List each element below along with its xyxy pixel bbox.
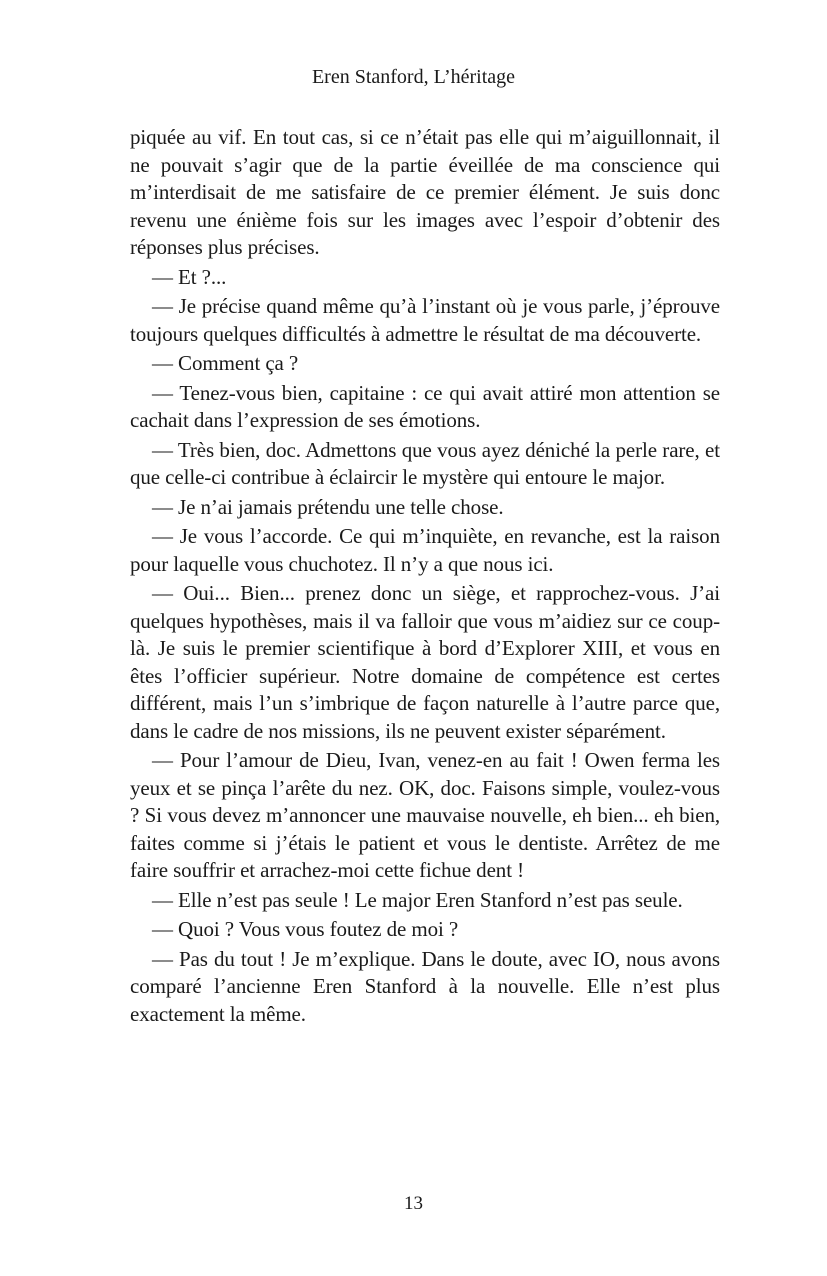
paragraph: — Comment ça ? — [152, 351, 299, 375]
paragraph: — Très bien, doc. Admettons que vous ayez déniché la perle rare, et que celle-ci contribue à éclaircir le mystère qui entoure le major. — [130, 437, 720, 489]
paragraph: — Oui... Bien... prenez donc un siège, et rapprochez-vous. J’ai quelques hypothèses, mais il va falloir que vous m’aidiez sur ce coup-là. Je suis le premier scientifique à bord d’Explorer XIII, et vous en êtes l’officier supérieur. Notre domaine de compétence est certes différent, mais l’un s’imbrique de façon naturelle à l’autre parce que, dans le cadre de nos missions, ils ne peuvent exister séparément. — [130, 581, 720, 743]
paragraph: — Pour l’amour de Dieu, Ivan, venez-en au fait ! Owen ferma les yeux et se pinça l’arête du nez. OK, doc. Faisons simple, voulez-vous ? Si vous devez m’annoncer une mauvaise nouvelle, eh bien... eh bien, faites comme si j’étais le patient et vous le dentiste. Arrêtez de me faire souffrir et arrachez-moi cette fichue dent ! — [130, 748, 720, 882]
paragraph: — Elle n’est pas seule ! Le major Eren Stanford n’est pas seule. — [152, 887, 683, 912]
running-header-title: Eren Stanford, L’héritage — [311, 66, 516, 88]
page-number: 13 — [404, 1193, 423, 1214]
paragraph: — Je n’ai jamais prétendu une telle chose. — [152, 494, 504, 519]
paragraph: — Tenez-vous bien, capitaine : ce qui avait attiré mon attention se cachait dans l’expression de ses émotions. — [130, 380, 720, 432]
paragraph: — Pas du tout ! Je m’explique. Dans le doute, avec IO, nous avons comparé l’ancienne Eren Stanford à la nouvelle. Elle n’est plus exactement la même. — [130, 946, 720, 1026]
paragraph: — Quoi ? Vous vous foutez de moi ? — [152, 917, 459, 941]
paragraph: — Je précise quand même qu’à l’instant où je vous parle, j’éprouve toujours quelques difficultés à admettre le résultat de ma découverte. — [130, 294, 720, 346]
paragraph: — Et ?... — [152, 264, 227, 289]
paragraph: — Je vous l’accorde. Ce qui m’inquiète, en revanche, est la raison pour laquelle vous chuchotez. Il n’y a que nous ici. — [130, 524, 720, 576]
body-text — [130, 124, 720, 1030]
paragraph: piquée au vif. En tout cas, si ce n’était pas elle qui m’aiguillonnait, il ne pouvait s’agir que de la partie éveillée de ma conscience qui m’interdisait de me satisfaire de ce premier élément. Je suis donc revenu une énième fois sur les images avec l’espoir d’obtenir des réponses plus précises. — [130, 125, 720, 259]
